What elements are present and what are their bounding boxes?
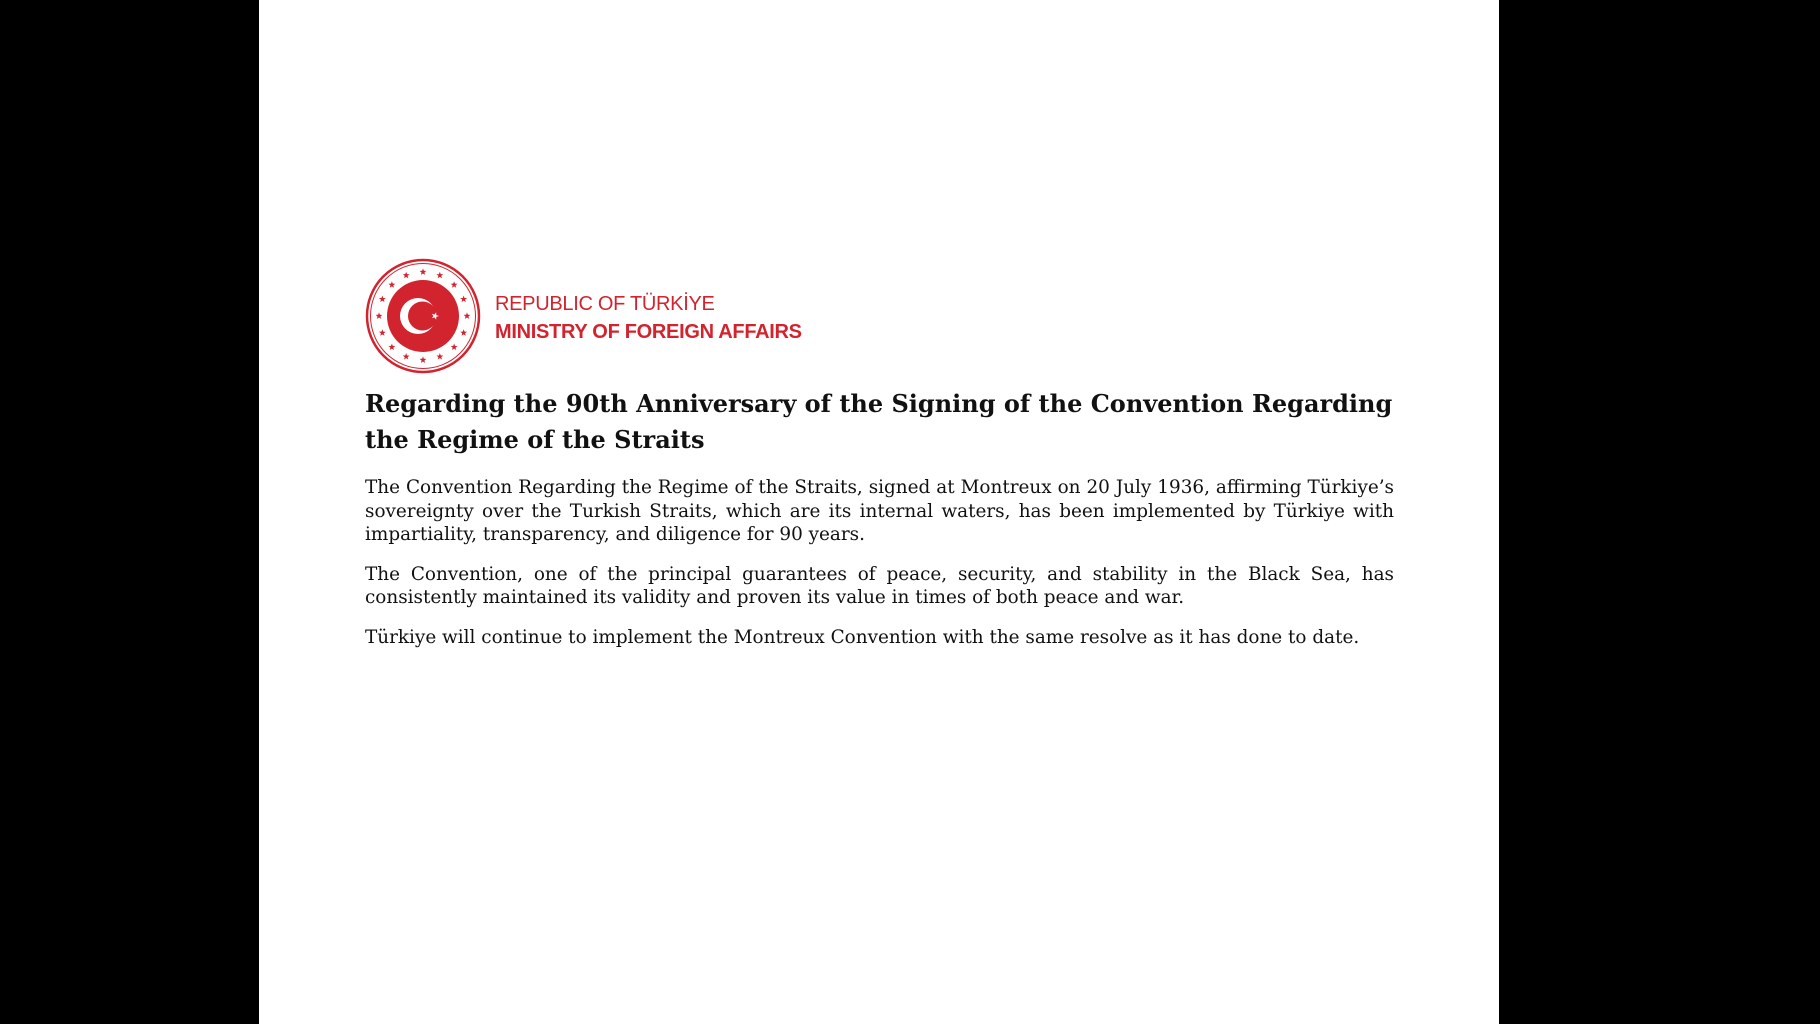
seal-star-icon [379,296,386,303]
seal-star-icon [403,353,410,360]
seal-star-icon [460,329,467,336]
seal-star-icon [376,312,383,319]
seal-star-icon [420,356,427,363]
seal-star-icon [388,281,395,288]
document-content [365,257,1394,649]
logo-line-republic: REPUBLIC OF TÜRKİYE [495,293,715,315]
seal-star-icon [436,353,443,360]
seal-star-icon [388,344,395,351]
logo-line-ministry: MINISTRY OF FOREIGN AFFAIRS [495,321,802,343]
paragraph: The Convention, one of the principal guarantees of peace, security, and stability in the Black Sea, has consistently maintained its validity and proven its value in times of both peace and war. [365,563,1394,608]
seal-star-icon [451,344,458,351]
seal-star-icon [436,272,443,279]
document-title: Regarding the 90th Anniversary of the Signing of the Convention Regarding the Regime of the Straits [365,389,1393,454]
seal-star-icon [460,296,467,303]
seal-star-icon [379,329,386,336]
seal-star-icon [403,272,410,279]
document-page [259,0,1499,1024]
seal-star-icon [464,312,471,319]
seal-star-icon [451,281,458,288]
ministry-logo [365,257,1394,375]
seal-star-icon [420,268,427,275]
paragraph: The Convention Regarding the Regime of the Straits, signed at Montreux on 20 July 1936, affirming Türkiye’s sovereignty over the Turkish Straits, which are its internal waters, has been implemented by Türkiye with impartiality, transparency, and diligence for 90 years. [365,477,1394,545]
logo-text [495,290,802,346]
paragraph: Türkiye will continue to implement the Montreux Convention with the same resolve as it has done to date. [365,626,1360,648]
crescent-star-seal-icon [365,258,481,374]
